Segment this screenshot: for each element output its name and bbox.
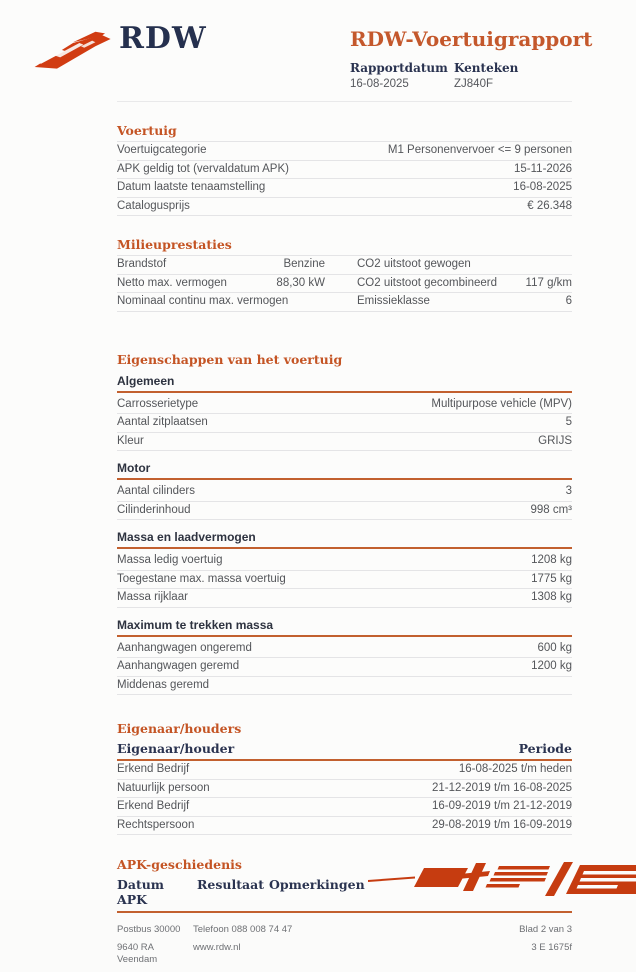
footer-address-city: 9640 RA Veendam bbox=[117, 942, 193, 966]
report-date-label: Rapportdatum bbox=[350, 61, 448, 75]
section-heading-apk: APK-geschiedenis bbox=[117, 857, 572, 875]
table-row bbox=[117, 414, 572, 433]
subsection-trekken bbox=[117, 618, 572, 696]
row-value: 15-11-2026 bbox=[514, 161, 572, 179]
subsection-algemeen bbox=[117, 374, 572, 452]
license-plate-value: ZJ840F bbox=[454, 78, 493, 90]
section-heading-voertuig: Voertuig bbox=[117, 123, 572, 141]
footer-phone: Telefoon 088 008 74 47 bbox=[193, 924, 363, 936]
table-row bbox=[117, 275, 572, 294]
footer-doc-code: 3 E 1675f bbox=[363, 942, 572, 966]
section-heading-eigenaar: Eigenaar/houders bbox=[117, 721, 572, 739]
license-plate-label: Kenteken bbox=[454, 61, 518, 75]
footer-row bbox=[117, 942, 572, 966]
row-value: 5 bbox=[566, 414, 572, 432]
owner-period: 16-09-2019 t/m 21-12-2019 bbox=[432, 798, 572, 816]
owner-type: Erkend Bedrijf bbox=[117, 761, 189, 779]
row-value: 1775 kg bbox=[531, 571, 572, 589]
eigenaar-table bbox=[117, 761, 572, 835]
algemeen-table bbox=[117, 396, 572, 452]
row-label: CO2 uitstoot gewogen bbox=[357, 256, 502, 274]
table-row bbox=[117, 571, 572, 590]
table-row bbox=[117, 798, 572, 817]
table-row bbox=[117, 817, 572, 836]
section-heading-milieuprestaties: Milieuprestaties bbox=[117, 237, 572, 255]
motor-table bbox=[117, 483, 572, 520]
footer-address-pobox: Postbus 30000 bbox=[117, 924, 193, 936]
table-row bbox=[117, 552, 572, 571]
rdw-speed-stripes-icon bbox=[368, 860, 636, 900]
rdw-logo-text: RDW bbox=[119, 24, 207, 54]
owner-type: Rechtspersoon bbox=[117, 817, 194, 835]
row-value: 1308 kg bbox=[531, 589, 572, 607]
row-label: Nominaal continu max. vermogen bbox=[117, 293, 239, 311]
row-value: Benzine bbox=[239, 256, 325, 274]
column-header-apk-remarks: Opmerkingen bbox=[269, 877, 572, 907]
row-label: Toegestane max. massa voertuig bbox=[117, 571, 286, 589]
row-label: Aanhangwagen geremd bbox=[117, 658, 239, 676]
row-value: 117 g/km bbox=[502, 275, 572, 293]
table-row bbox=[117, 761, 572, 780]
report-content bbox=[117, 0, 572, 972]
row-label: Voertuigcategorie bbox=[117, 142, 207, 160]
row-label: Aantal zitplaatsen bbox=[117, 414, 208, 432]
subsection-title: Motor bbox=[117, 461, 572, 480]
trekken-table bbox=[117, 640, 572, 696]
footer-row bbox=[117, 924, 572, 936]
table-row bbox=[117, 256, 572, 275]
table-row bbox=[117, 179, 572, 198]
row-value: € 26.348 bbox=[527, 198, 572, 216]
page-footer bbox=[117, 924, 572, 966]
owner-period: 16-08-2025 t/m heden bbox=[459, 761, 572, 779]
milieu-table bbox=[117, 255, 572, 312]
massa-table bbox=[117, 552, 572, 608]
table-row bbox=[117, 396, 572, 415]
table-row bbox=[117, 433, 572, 452]
row-value: 1208 kg bbox=[531, 552, 572, 570]
subsection-motor bbox=[117, 461, 572, 520]
table-row bbox=[117, 483, 572, 502]
table-row bbox=[117, 198, 572, 217]
row-label: Brandstof bbox=[117, 256, 239, 274]
page-title: RDW-Voertuigrapport bbox=[350, 27, 592, 51]
row-value bbox=[502, 256, 572, 274]
table-row bbox=[117, 640, 572, 659]
row-value: 6 bbox=[502, 293, 572, 311]
row-label: Kleur bbox=[117, 433, 144, 451]
owner-type: Erkend Bedrijf bbox=[117, 798, 189, 816]
row-label: Cilinderinhoud bbox=[117, 502, 191, 520]
owner-period: 29-08-2019 t/m 16-09-2019 bbox=[432, 817, 572, 835]
voertuig-table bbox=[117, 141, 572, 216]
column-header-owner: Eigenaar/houder bbox=[117, 741, 234, 756]
row-label: Catalogusprijs bbox=[117, 198, 190, 216]
row-value: 998 cm³ bbox=[530, 502, 572, 520]
table-row bbox=[117, 142, 572, 161]
row-value: 3 bbox=[566, 483, 572, 501]
row-label: Netto max. vermogen bbox=[117, 275, 239, 293]
section-heading-eigenschappen: Eigenschappen van het voertuig bbox=[117, 352, 572, 370]
table-row bbox=[117, 502, 572, 521]
subsection-title: Maximum te trekken massa bbox=[117, 618, 572, 637]
row-value bbox=[239, 293, 325, 311]
row-label: Emissieklasse bbox=[357, 293, 502, 311]
owner-type: Natuurlijk persoon bbox=[117, 780, 210, 798]
row-label: CO2 uitstoot gecombineerd bbox=[357, 275, 502, 293]
footer-page-number: Blad 2 van 3 bbox=[363, 924, 572, 936]
row-value: 1200 kg bbox=[531, 658, 572, 676]
table-row bbox=[117, 677, 572, 696]
subsection-title: Algemeen bbox=[117, 374, 572, 393]
report-header bbox=[117, 0, 572, 102]
row-label: Carrosserietype bbox=[117, 396, 198, 414]
column-header-apk-date: Datum APK bbox=[117, 877, 197, 907]
table-row bbox=[117, 658, 572, 677]
row-label: Aantal cilinders bbox=[117, 483, 195, 501]
row-value: 88,30 kW bbox=[239, 275, 325, 293]
subsection-title: Massa en laadvermogen bbox=[117, 530, 572, 549]
row-value: 16-08-2025 bbox=[513, 179, 572, 197]
row-value: 600 kg bbox=[537, 640, 572, 658]
column-header-apk-result: Resultaat bbox=[197, 877, 269, 907]
row-label: Massa ledig voertuig bbox=[117, 552, 222, 570]
report-date-value: 16-08-2025 bbox=[350, 78, 409, 90]
row-value: Multipurpose vehicle (MPV) bbox=[431, 396, 572, 414]
row-label: APK geldig tot (vervaldatum APK) bbox=[117, 161, 289, 179]
row-value: M1 Personenvervoer <= 9 personen bbox=[388, 142, 572, 160]
row-label: Massa rijklaar bbox=[117, 589, 188, 607]
row-label: Aanhangwagen ongeremd bbox=[117, 640, 252, 658]
row-label: Middenas geremd bbox=[117, 677, 209, 695]
column-header-period: Periode bbox=[519, 741, 572, 756]
table-row bbox=[117, 589, 572, 608]
row-label: Datum laatste tenaamstelling bbox=[117, 179, 265, 197]
owner-period: 21-12-2019 t/m 16-08-2025 bbox=[432, 780, 572, 798]
table-row bbox=[117, 161, 572, 180]
table-row bbox=[117, 293, 572, 312]
rdw-wing-icon bbox=[33, 22, 113, 72]
subsection-massa bbox=[117, 530, 572, 608]
eigenaar-table-header bbox=[117, 741, 572, 761]
row-value: GRIJS bbox=[538, 433, 572, 451]
table-row bbox=[117, 780, 572, 799]
footer-website-link[interactable]: www.rdw.nl bbox=[193, 942, 363, 966]
